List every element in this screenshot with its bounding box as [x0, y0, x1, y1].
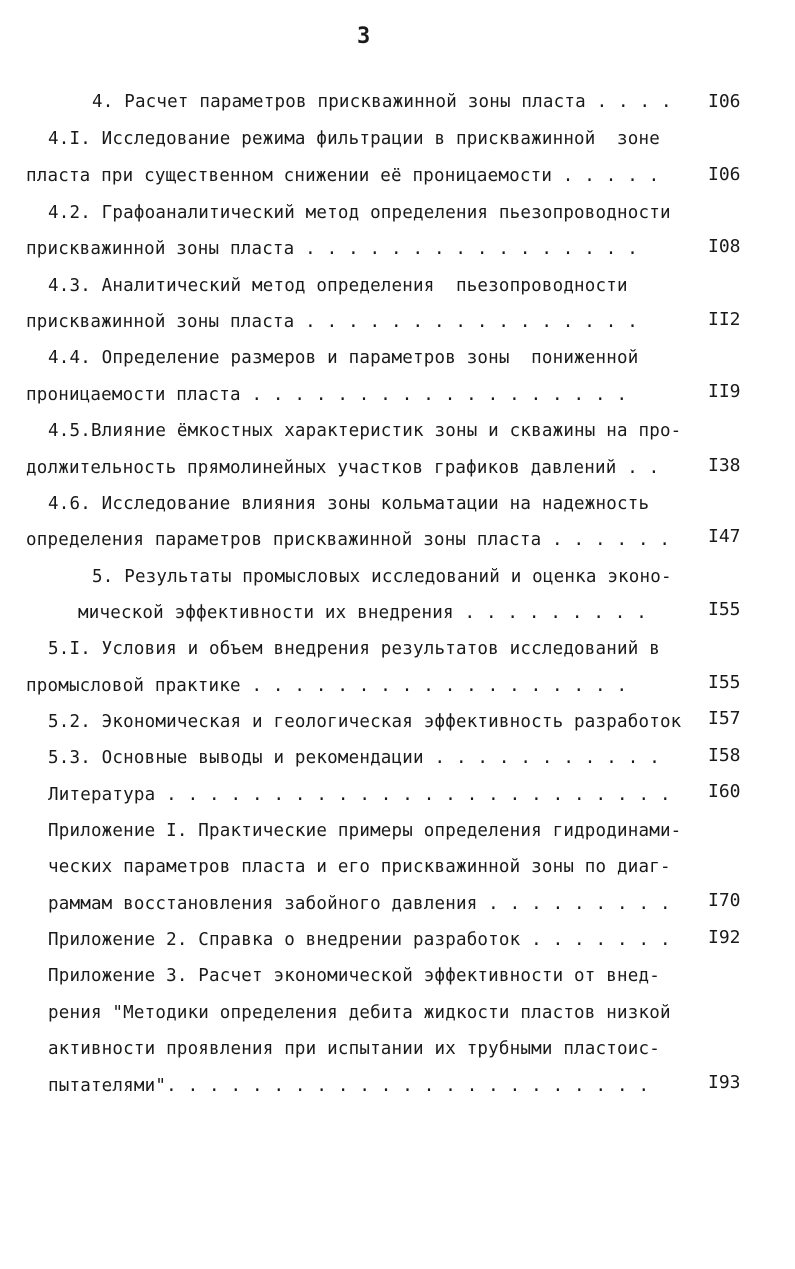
toc-line [26, 529, 670, 551]
toc-text: прискважинной зоны пласта . . . . . . . . . . . . . . . . [26, 312, 638, 332]
toc-text: 4.4. Определение размеров и параметров зоны пониженной [48, 348, 639, 368]
toc-text: определения параметров прискважинной зоны пласта . . . . . . [26, 530, 671, 550]
toc-line [26, 384, 627, 406]
toc-text: Приложение 3. Расчет экономической эффективности от внед- [48, 966, 660, 986]
page-number: 3 [357, 24, 371, 49]
toc-line [48, 275, 628, 297]
toc-line [48, 784, 671, 806]
toc-page: I38 [708, 455, 741, 476]
toc-line [48, 493, 649, 515]
toc-page: II9 [708, 381, 741, 402]
toc-text: ческих параметров пласта и его прискважинной зоны по диаг- [48, 857, 671, 877]
toc-page: II2 [708, 309, 741, 330]
toc-line [48, 347, 638, 369]
toc-page: I60 [708, 781, 741, 802]
toc-line [48, 711, 681, 733]
toc-page: I70 [708, 890, 741, 911]
toc-line [48, 747, 660, 769]
toc-page: I92 [708, 927, 741, 948]
toc-line [48, 202, 671, 224]
toc-text: 4. Расчет параметров прискважинной зоны пласта . . . . [92, 92, 672, 112]
toc-text: 5.3. Основные выводы и рекомендации . . . . . . . . . . . [48, 748, 660, 768]
toc-page: I58 [708, 745, 741, 766]
toc-page: I55 [708, 672, 741, 693]
toc-text: проницаемости пласта . . . . . . . . . . . . . . . . . . [26, 385, 628, 405]
toc-text: 5.2. Экономическая и геологическая эффективность разработок [48, 712, 682, 732]
toc-line [92, 566, 672, 588]
toc-text: Литература . . . . . . . . . . . . . . . . . . . . . . . . [48, 785, 671, 805]
toc-text: раммам восстановления забойного давления . . . . . . . . . [48, 894, 671, 914]
toc-line [48, 1075, 649, 1097]
toc-text: промысловой практике . . . . . . . . . . . . . . . . . . [26, 676, 628, 696]
toc-line [48, 1002, 671, 1024]
toc-text: 4.2. Графоаналитический метод определения пьезопроводности [48, 203, 671, 223]
toc-page: I06 [708, 164, 741, 185]
toc-page: I06 [708, 91, 741, 112]
toc-page: I47 [708, 526, 741, 547]
toc-page: I57 [708, 708, 741, 729]
toc-line [26, 311, 638, 333]
toc-text: прискважинной зоны пласта . . . . . . . . . . . . . . . . [26, 239, 638, 259]
toc-text: мической эффективности их внедрения . . . . . . . . . [78, 603, 648, 623]
toc-text: 4.3. Аналитический метод определения пьезопроводности [48, 276, 628, 296]
toc-page: I93 [708, 1072, 741, 1093]
toc-text: рения "Методики определения дебита жидкости пластов низкой [48, 1003, 671, 1023]
toc-line [26, 165, 659, 187]
toc-line [26, 675, 627, 697]
toc-text: пласта при существенном снижении её проницаемости . . . . . [26, 166, 660, 186]
toc-text: Приложение I. Практические примеры определения гидродинами- [48, 821, 682, 841]
toc-line [48, 856, 671, 878]
toc-text: 5.I. Условия и объем внедрения результатов исследований в [48, 639, 660, 659]
toc-text: пытателями". . . . . . . . . . . . . . . . . . . . . . . [48, 1076, 650, 1096]
toc-line [48, 128, 660, 150]
toc-text: Приложение 2. Справка о внедрении разработок . . . . . . . [48, 930, 671, 950]
toc-line [48, 965, 660, 987]
toc-line [48, 638, 660, 660]
toc-page: I08 [708, 236, 741, 257]
toc-line [92, 91, 672, 113]
toc-line [48, 1038, 660, 1060]
toc-line [48, 929, 671, 951]
toc-text: 4.I. Исследование режима фильтрации в прискважинной зоне [48, 129, 660, 149]
toc-line [48, 420, 681, 442]
toc-text: должительность прямолинейных участков графиков давлений . . [26, 458, 660, 478]
toc-text: 4.5.Влияние ёмкостных характеристик зоны и скважины на про- [48, 421, 682, 441]
toc-page: I55 [708, 599, 741, 620]
toc-text: 4.6. Исследование влияния зоны кольматации на надежность [48, 494, 650, 514]
toc-text: активности проявления при испытании их трубными пластоис- [48, 1039, 660, 1059]
toc-line [48, 820, 681, 842]
toc-text: 5. Результаты промысловых исследований и оценка эконо- [92, 567, 672, 587]
toc-line [78, 602, 647, 624]
toc-line [26, 238, 638, 260]
toc-line [26, 457, 659, 479]
toc-line [48, 893, 671, 915]
